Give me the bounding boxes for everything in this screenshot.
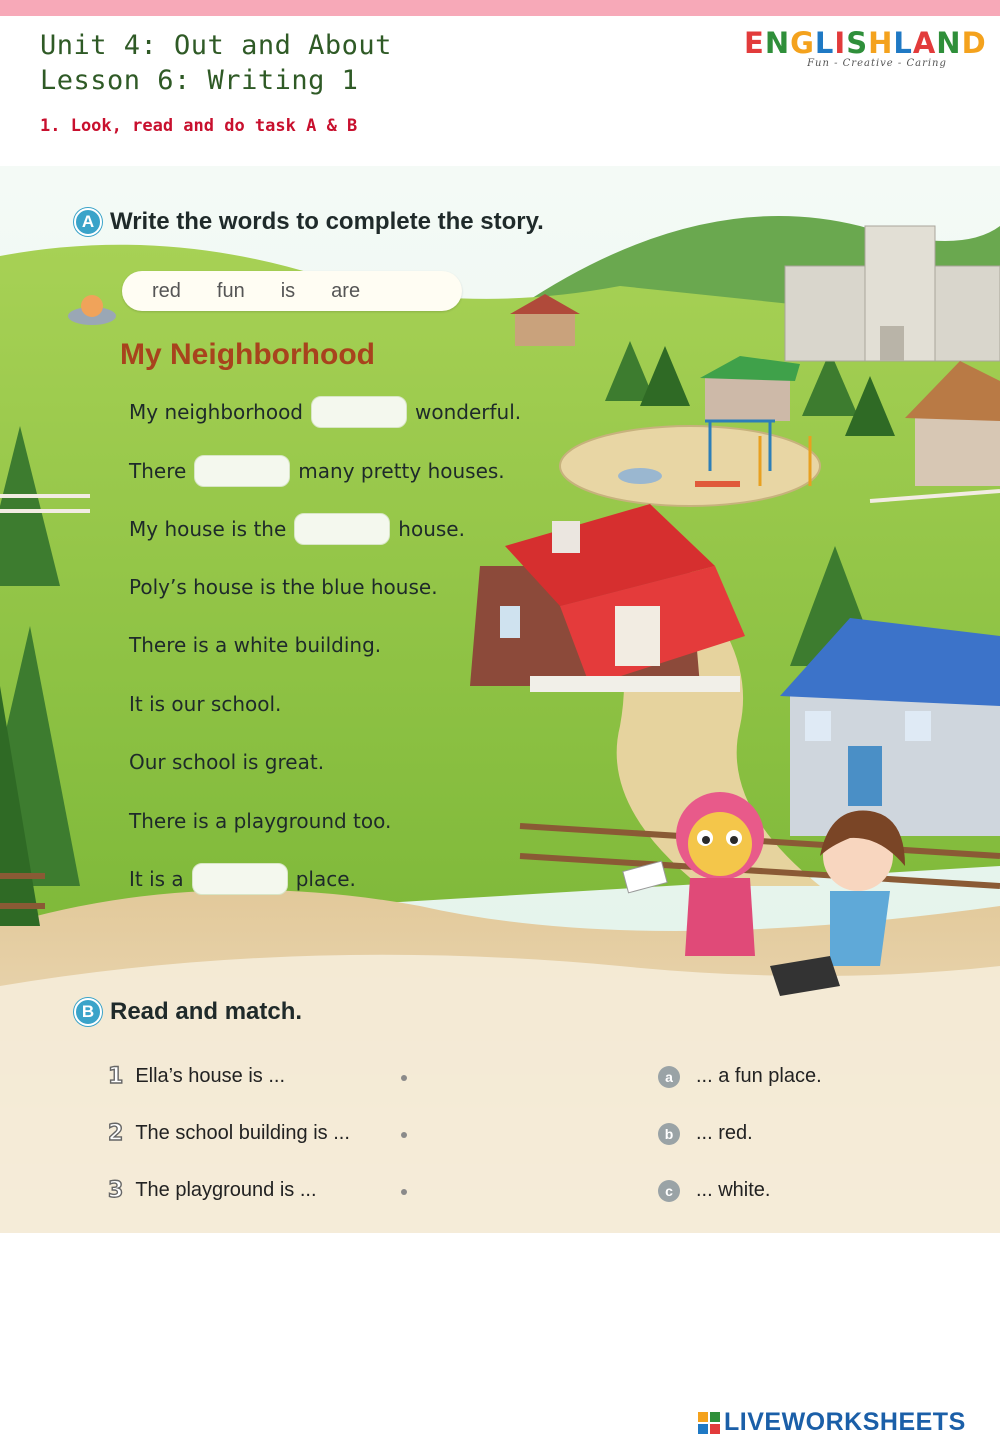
word-bank [122,271,462,311]
story-line: There many pretty houses. [129,455,505,487]
story-line: There is a playground too. [129,809,392,833]
match-dot-right-b[interactable]: b [658,1123,680,1145]
match-left-item: 1 Ella’s house is ... [108,1064,286,1089]
word-bank-item: red [152,279,181,302]
instruction-text: 1. Look, read and do task A & B [40,116,358,136]
answer-blank-3[interactable] [294,513,390,545]
answer-blank-1[interactable] [311,396,407,428]
unit-title: Unit 4: Out and About [40,30,392,61]
story-line: My house is the house. [129,513,465,545]
logo-tagline: Fun - Creative - Caring [807,58,947,69]
word-bank-item: are [331,279,361,302]
task-b-title: Read and match. [110,998,303,1025]
word-bank-item: fun [216,279,245,302]
word-bank-item: is [280,279,296,302]
match-dot-left-2[interactable] [401,1132,407,1138]
match-right-item: a ... a fun place. [658,1065,822,1088]
task-a-heading [74,208,544,236]
answer-blank-2[interactable] [194,455,290,487]
task-a-title: Write the words to complete the story. [110,208,544,235]
match-right-item: b ... red. [658,1122,753,1145]
worksheet-image [0,166,1000,1233]
match-dot-right-c[interactable]: c [658,1180,680,1202]
task-b-heading [74,998,302,1026]
liveworksheets-logo[interactable] [698,1408,966,1437]
match-dot-left-3[interactable] [401,1189,407,1195]
logo-wordmark: ENGLISHLAND [744,26,987,60]
liveworksheets-brand: LIVEWORKSHEETS [724,1408,966,1436]
lesson-title: Lesson 6: Writing 1 [40,65,359,96]
page-title [40,28,392,98]
answer-blank-4[interactable] [192,863,288,895]
top-accent-bar [0,0,1000,16]
story-line: Poly’s house is the blue house. [129,575,438,599]
match-dot-left-1[interactable] [401,1075,407,1081]
englishland-logo [744,26,987,69]
task-b-badge: B [74,998,102,1026]
story-line: Our school is great. [129,750,325,774]
match-left-item: 2 The school building is ... [108,1121,350,1146]
story-line: It is our school. [129,692,282,716]
match-dot-right-a[interactable]: a [658,1066,680,1088]
story-title: My Neighborhood [120,338,375,371]
story-line: It is a place. [129,863,356,895]
match-left-item: 3 The playground is ... [108,1178,317,1203]
liveworksheets-icon [698,1412,720,1434]
story-line: My neighborhood wonderful. [129,396,521,428]
story-line: There is a white building. [129,633,382,657]
task-a-badge: A [74,208,102,236]
match-right-item: c ... white. [658,1179,770,1202]
